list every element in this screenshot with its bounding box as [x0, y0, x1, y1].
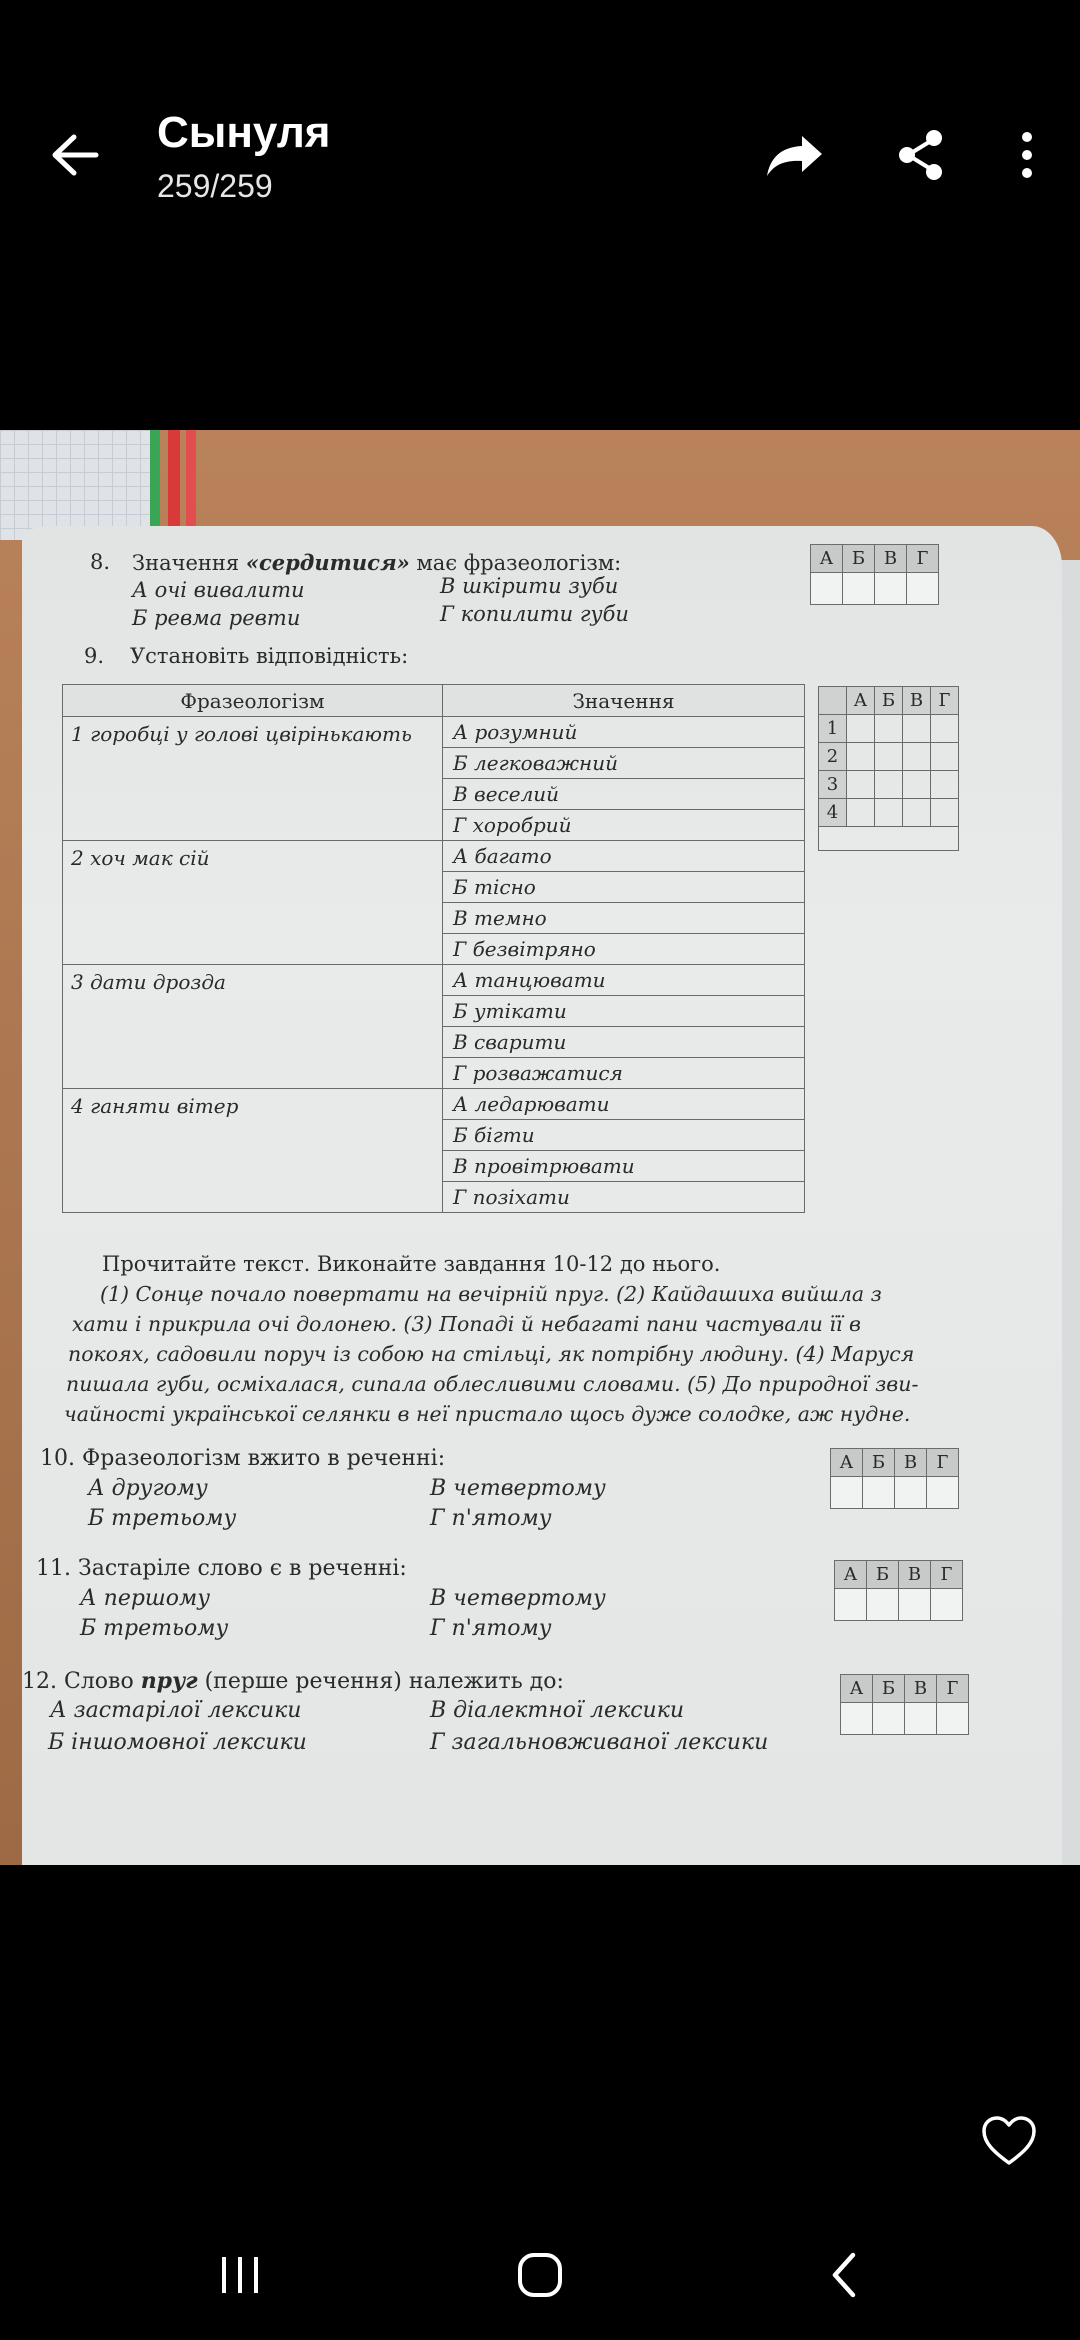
q12-question: [22, 1668, 564, 1694]
reading-intro: Прочитайте текст. Виконайте завдання 10-12 до нього.: [102, 1252, 721, 1276]
back-button[interactable]: [40, 125, 110, 185]
q9-option: Б тісно: [443, 872, 805, 903]
chat-title: Сынуля: [157, 108, 331, 157]
reading-line: (1) Сонце почало повертати на вечірній пруг. (2) Кайдашиха вийшла з: [100, 1282, 882, 1306]
q9-number: 9.: [84, 644, 105, 668]
image-counter: 259/259: [157, 168, 273, 204]
q12-number: 12.: [22, 1669, 57, 1694]
q9-option: Б утікати: [443, 996, 805, 1027]
recents-icon: [218, 2255, 262, 2295]
q9-option: А ледарювати: [443, 1089, 805, 1120]
q9-option: Г позіхати: [443, 1182, 805, 1213]
q9-phrase-2: 2 хоч мак сій: [63, 841, 443, 965]
q9-option: Б бігти: [443, 1120, 805, 1151]
q11-question: [36, 1556, 407, 1581]
q9-option: Г хоробрий: [443, 810, 805, 841]
q9-option: А розумний: [443, 717, 805, 748]
q9-option: Г розважатися: [443, 1058, 805, 1089]
q9-option: Б легковажний: [443, 748, 805, 779]
q12-option-v: В діалектної лексики: [430, 1698, 685, 1723]
arrow-left-icon: [50, 133, 100, 177]
q8-answer-box: А Б В Г: [810, 544, 939, 605]
reading-line: хати і прикрила очі долонею. (3) Попаді й небагаті пани частували її в: [72, 1312, 861, 1336]
q10-question: [40, 1446, 445, 1471]
more-options-button[interactable]: [992, 120, 1062, 190]
q9-option: В провітрювати: [443, 1151, 805, 1182]
textbook-page: [22, 526, 1062, 1865]
q10-number: 10.: [40, 1446, 75, 1471]
q11-answer-box: А Б В Г: [834, 1560, 963, 1621]
q12-text-suffix: (перше речення) належить до:: [197, 1669, 564, 1694]
q9-option: В сварити: [443, 1027, 805, 1058]
q9-option: А танцювати: [443, 965, 805, 996]
reading-line: пишала губи, осміхалася, сипала облесливими словами. (5) До природної зви-: [66, 1372, 919, 1396]
background-stripe: [168, 430, 180, 530]
q12-option-a: А застарілої лексики: [50, 1698, 302, 1723]
background-notebook: [0, 430, 150, 540]
q9-phrase-4: 4 ганяти вітер: [63, 1089, 443, 1213]
more-vertical-icon: [1020, 131, 1034, 179]
q9-option: Г безвітряно: [443, 934, 805, 965]
q10-text: Фразеологізм вжито в реченні:: [82, 1446, 446, 1471]
q9-col-meaning: Значення: [443, 685, 805, 717]
q12-option-b: Б іншомовної лексики: [48, 1730, 307, 1755]
q9-phrase-3: 3 дати дрозда: [63, 965, 443, 1089]
viewer-top-bar: [0, 0, 1080, 330]
q11-option-a: А першому: [80, 1586, 211, 1611]
forward-button[interactable]: [760, 120, 830, 190]
q10-answer-box: А Б В Г: [830, 1448, 959, 1509]
q11-text: Застаріле слово є в реченні:: [78, 1556, 407, 1581]
q12-answer-box: А Б В Г: [840, 1674, 969, 1735]
q8-phrase: «сердитися»: [245, 550, 410, 575]
q8-option-a: А очі вивалити: [132, 578, 305, 602]
photo-image[interactable]: [0, 430, 1080, 1865]
q11-number: 11.: [36, 1556, 71, 1581]
q11-option-v: В четвертому: [430, 1586, 606, 1611]
like-button[interactable]: [980, 2115, 1040, 2170]
q9-phrase-1: 1 горобці у голові цвірінькають: [63, 717, 443, 841]
q12-word: пруг: [140, 1668, 198, 1694]
nav-back-button[interactable]: [804, 2245, 884, 2305]
q8-option-v: В шкірити зуби: [440, 574, 619, 598]
q12-text-prefix: Слово: [64, 1669, 141, 1694]
q8-question: [132, 550, 621, 575]
chevron-left-icon: [829, 2251, 859, 2299]
q8-text-prefix: Значення: [132, 551, 246, 575]
q8-option-b: Б ревма ревти: [132, 606, 301, 630]
q10-option-g: Г п'ятому: [430, 1506, 552, 1531]
q10-option-v: В четвертому: [430, 1476, 606, 1501]
background-stripe: [186, 430, 196, 530]
q8-option-g: Г копилити губи: [440, 602, 629, 626]
q11-option-b: Б третьому: [80, 1616, 229, 1641]
share-button[interactable]: [886, 120, 956, 190]
q9-option: В веселий: [443, 779, 805, 810]
q9-option: В темно: [443, 903, 805, 934]
nav-home-button[interactable]: [500, 2245, 580, 2305]
nav-recents-button[interactable]: [200, 2245, 280, 2305]
share-forward-icon: [764, 132, 826, 178]
q10-option-a: А другому: [88, 1476, 208, 1501]
q11-option-g: Г п'ятому: [430, 1616, 552, 1641]
reading-line: чайності української селянки в неї пристало щось дуже солодке, аж нудне.: [64, 1402, 911, 1426]
q8-text-suffix: має фразеологізм:: [409, 551, 622, 575]
share-icon: [896, 129, 946, 181]
q9-question: Установіть відповідність:: [130, 644, 409, 668]
q9-matching-table: [62, 684, 805, 1213]
home-icon: [516, 2251, 564, 2299]
q10-option-b: Б третьому: [88, 1506, 237, 1531]
background-stripe: [150, 430, 160, 530]
heart-icon: [980, 2115, 1038, 2167]
q9-option: А багато: [443, 841, 805, 872]
q9-answer-grid: А Б В Г 1 2 3 4: [818, 686, 959, 851]
reading-line: покоях, садовили поруч із собою на стільці, як потрібну людину. (4) Маруся: [68, 1342, 915, 1366]
q12-option-g: Г загальновживаної лексики: [430, 1730, 769, 1755]
q9-col-phraseologism: Фразеологізм: [63, 685, 443, 717]
q8-number: 8.: [90, 550, 111, 574]
